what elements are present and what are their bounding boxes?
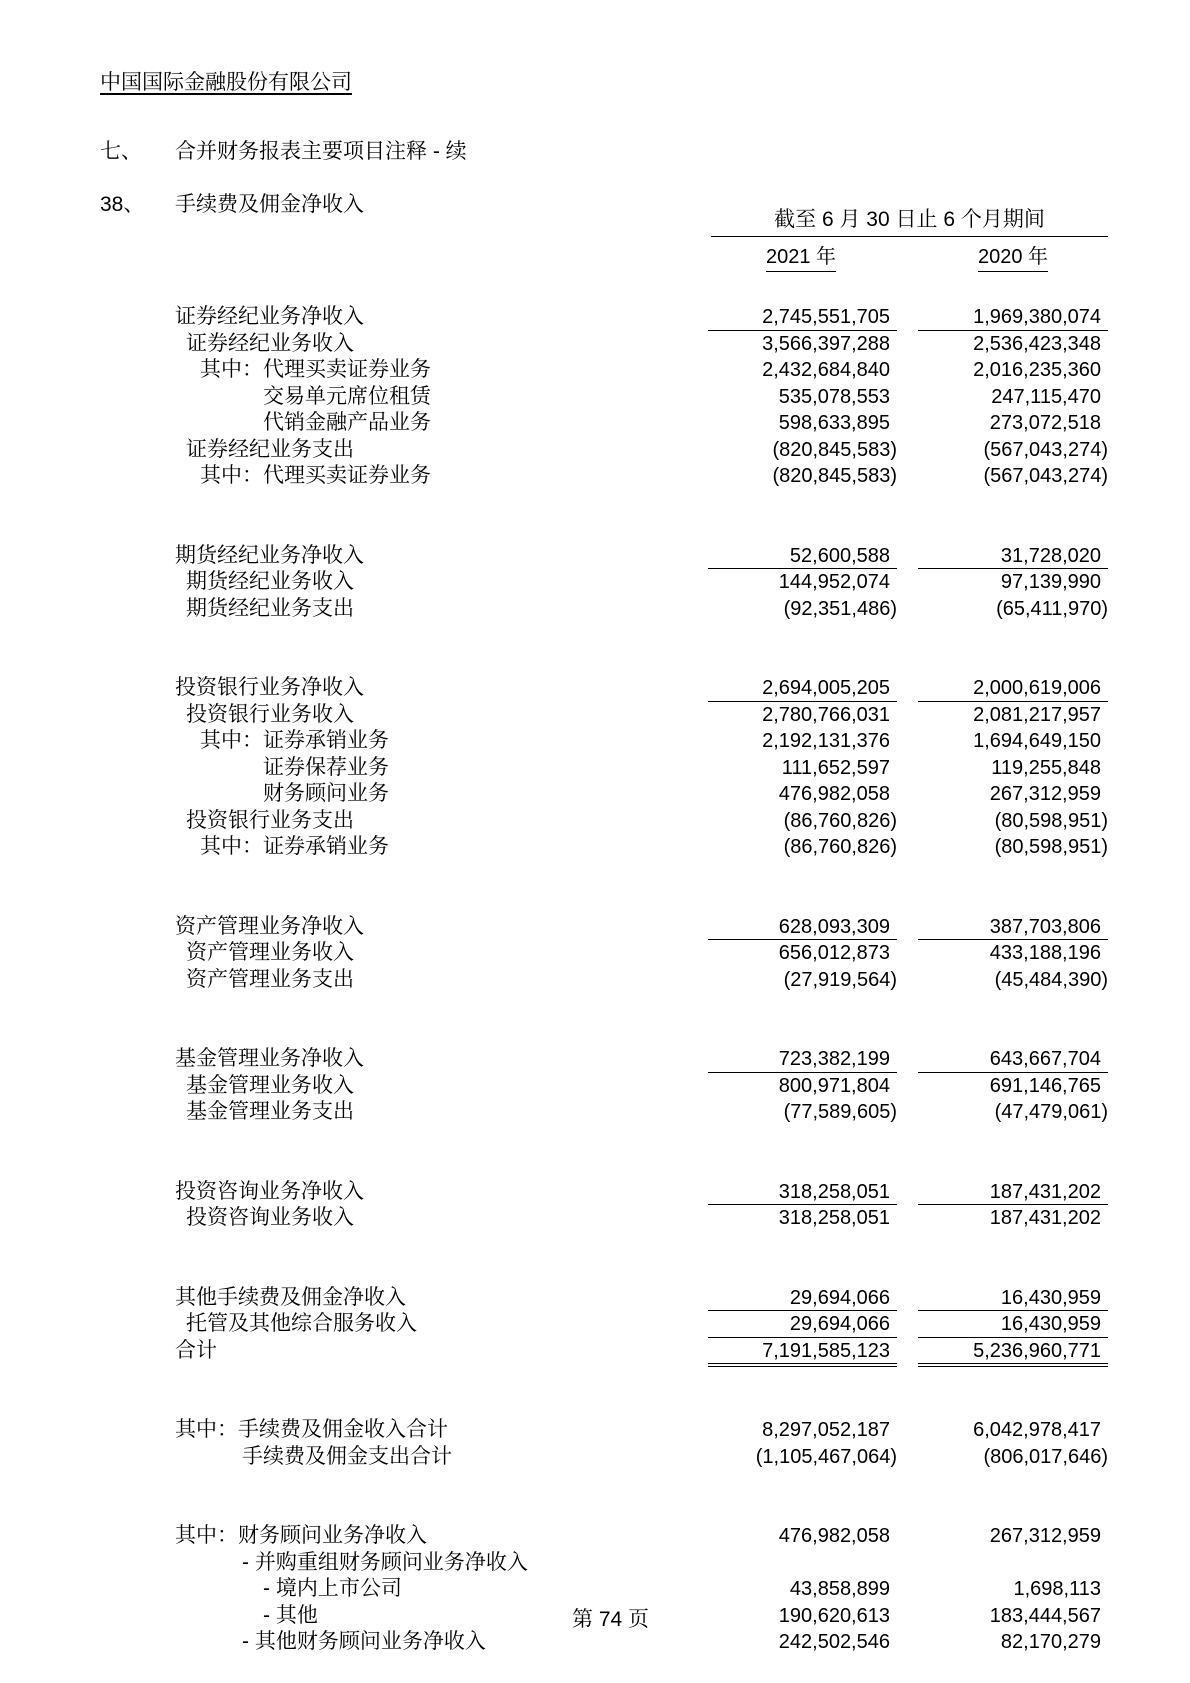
- row-label: 期货经纪业务支出: [186, 596, 354, 620]
- row-value-2021: (1,105,467,064): [755, 1445, 897, 1468]
- table-row: [175, 781, 1108, 808]
- row-value-2021: 598,633,895: [778, 412, 890, 434]
- company-name: 中国国际金融股份有限公司: [100, 71, 352, 94]
- row-value-2020: 119,255,848: [991, 756, 1101, 779]
- row-label: 资产管理业务净收入: [175, 914, 364, 938]
- table-row: [175, 384, 1108, 411]
- row-label: 交易单元席位租赁: [263, 384, 431, 408]
- row-label: 投资银行业务收入: [186, 702, 354, 726]
- row-value-2021: 476,982,058: [778, 783, 890, 805]
- row-value-2020: 273,072,518: [989, 412, 1101, 434]
- table-row: [175, 808, 1108, 835]
- table-row: [175, 728, 1108, 755]
- table-spacer: [175, 861, 1108, 914]
- row-label: 财务顾问业务: [263, 782, 389, 805]
- note-number: 38、: [100, 193, 145, 216]
- table-spacer: [175, 1470, 1108, 1523]
- row-value-2021: 2,192,131,376: [762, 730, 890, 752]
- row-value-2020: (567,043,274): [983, 438, 1108, 461]
- row-value-2021: [708, 1550, 897, 1577]
- table-row: [175, 1099, 1108, 1126]
- row-label: - 境内上市公司: [263, 1577, 402, 1600]
- row-value-2020: 16,430,959: [918, 1311, 1108, 1338]
- row-label: 基金管理业务净收入: [175, 1047, 364, 1070]
- row-value-2021: 8,297,052,187: [762, 1419, 890, 1441]
- row-value-2021: 318,258,051: [708, 1179, 897, 1206]
- table-row: [175, 755, 1108, 782]
- table-row: [175, 702, 1108, 729]
- table-row: [175, 331, 1108, 358]
- row-label: 合计: [175, 1338, 217, 1362]
- row-value-2020: 433,188,196: [989, 942, 1101, 964]
- row-value-2020: 187,431,202: [918, 1179, 1108, 1206]
- row-value-2020: 387,703,806: [918, 914, 1108, 941]
- row-label: 投资银行业务净收入: [175, 676, 364, 699]
- row-value-2020: 31,728,020: [918, 543, 1108, 570]
- row-value-2021: 190,620,613: [778, 1604, 890, 1627]
- table-row: [175, 1205, 1108, 1232]
- table-row: [175, 1285, 1108, 1312]
- table-row: [175, 1444, 1108, 1471]
- row-value-2021: 144,952,074: [778, 571, 890, 593]
- row-label: - 其他财务顾问业务净收入: [242, 1630, 486, 1653]
- column-header-2020: 2020 年: [978, 244, 1048, 272]
- row-label: 其中：财务顾问业务净收入: [175, 1524, 427, 1547]
- row-label: 证券经纪业务支出: [186, 437, 354, 461]
- row-label: 托管及其他综合服务收入: [186, 1312, 417, 1335]
- table-row: [175, 1311, 1108, 1338]
- table-row: [175, 437, 1108, 464]
- row-value-2020: 1,698,113: [1013, 1578, 1101, 1600]
- table-row: [175, 1338, 1108, 1365]
- row-value-2020: 267,312,959: [989, 783, 1101, 805]
- row-label: 代销金融产品业务: [263, 411, 431, 434]
- row-label: 其中：手续费及佣金收入合计: [175, 1418, 448, 1441]
- period-header: 截至 6 月 30 日止 6 个月期间: [711, 207, 1108, 237]
- row-value-2021: 111,652,597: [781, 756, 890, 779]
- table-spacer: [175, 1364, 1108, 1417]
- table-spacer: [175, 1232, 1108, 1285]
- row-value-2021: 656,012,873: [778, 942, 890, 964]
- table-row: [175, 543, 1108, 570]
- row-value-2021: 476,982,058: [778, 1525, 890, 1547]
- row-value-2021: 723,382,199: [708, 1046, 897, 1073]
- table-row: [175, 1073, 1108, 1100]
- row-value-2021: 2,432,684,840: [762, 359, 890, 381]
- row-value-2020: [918, 1550, 1108, 1577]
- table-row: [175, 834, 1108, 861]
- table-spacer: [175, 622, 1108, 675]
- row-value-2020: 16,430,959: [918, 1285, 1108, 1312]
- row-value-2021: 242,502,546: [778, 1631, 890, 1653]
- row-value-2021: 43,858,899: [789, 1578, 890, 1600]
- table-spacer: [175, 993, 1108, 1046]
- row-value-2021: (77,589,605): [783, 1101, 897, 1123]
- row-label: 其中：证券承销业务: [200, 729, 389, 752]
- row-value-2020: 1,969,380,074: [918, 304, 1108, 331]
- row-label: 其中：代理买卖证券业务: [200, 464, 431, 487]
- row-label: 资产管理业务支出: [186, 967, 354, 991]
- row-value-2020: 183,444,567: [989, 1604, 1101, 1627]
- row-value-2021: 2,745,551,705: [708, 304, 897, 331]
- table-row: [175, 596, 1108, 623]
- row-value-2020: 247,115,470: [991, 385, 1101, 408]
- row-label: 其他手续费及佣金净收入: [175, 1285, 406, 1309]
- table-row: [175, 304, 1108, 331]
- row-value-2020: (45,484,390): [994, 968, 1108, 991]
- row-label: 投资咨询业务净收入: [175, 1179, 364, 1203]
- row-value-2020: 2,536,423,348: [973, 332, 1101, 355]
- row-value-2020: 2,016,235,360: [973, 359, 1101, 381]
- row-value-2021: 52,600,588: [708, 543, 897, 570]
- row-value-2020: 97,139,990: [1000, 571, 1101, 593]
- row-label: 其中：代理买卖证券业务: [200, 358, 431, 381]
- row-value-2020: 6,042,978,417: [973, 1419, 1101, 1441]
- row-value-2020: (806,017,646): [983, 1445, 1108, 1468]
- table-row: [175, 569, 1108, 596]
- row-value-2021: (820,845,583): [772, 465, 897, 487]
- table-row: [175, 940, 1108, 967]
- note-title: 手续费及佣金净收入: [175, 193, 364, 216]
- table-row: [175, 1523, 1108, 1550]
- row-value-2020: (65,411,970): [996, 597, 1108, 620]
- section-title: 合并财务报表主要项目注释 - 续: [175, 140, 467, 163]
- row-label: 其中：证券承销业务: [200, 835, 389, 858]
- row-value-2020: 82,170,279: [1000, 1631, 1101, 1653]
- row-label: 期货经纪业务收入: [186, 570, 354, 593]
- table-spacer: [175, 490, 1108, 543]
- table-spacer: [175, 1126, 1108, 1179]
- row-label: - 并购重组财务顾问业务净收入: [242, 1550, 528, 1574]
- row-value-2020: (47,479,061): [994, 1101, 1108, 1123]
- row-label: 投资咨询业务收入: [186, 1206, 354, 1229]
- row-value-2021: 535,078,553: [778, 385, 890, 408]
- row-value-2021: 318,258,051: [778, 1207, 890, 1229]
- table-row: [175, 410, 1108, 437]
- row-value-2020: 2,000,619,006: [918, 675, 1108, 702]
- row-label: 基金管理业务支出: [186, 1100, 354, 1123]
- row-label: - 其他: [263, 1603, 318, 1627]
- table-rows: [175, 304, 1108, 1656]
- row-value-2021: 2,780,766,031: [762, 703, 890, 726]
- section-number: 七、: [100, 140, 142, 163]
- table-row: [175, 1179, 1108, 1206]
- row-value-2020: 691,146,765: [989, 1074, 1101, 1097]
- row-label: 手续费及佣金支出合计: [242, 1444, 452, 1468]
- row-value-2021: 2,694,005,205: [708, 675, 897, 702]
- table-row: [175, 463, 1108, 490]
- row-value-2020: (80,598,951): [994, 836, 1108, 858]
- page-number: 第 74 页: [572, 1608, 650, 1631]
- table-row: [175, 1046, 1108, 1073]
- row-value-2020: 187,431,202: [989, 1207, 1101, 1229]
- row-value-2021: 628,093,309: [708, 914, 897, 941]
- table-row: [175, 914, 1108, 941]
- row-value-2020: (80,598,951): [994, 809, 1108, 832]
- row-value-2020: 267,312,959: [989, 1525, 1101, 1547]
- row-label: 资产管理业务收入: [186, 941, 354, 964]
- fee-commission-table: [175, 207, 1108, 1656]
- row-value-2020: 5,236,960,771: [918, 1338, 1108, 1365]
- row-value-2021: (27,919,564): [783, 968, 897, 991]
- table-row: [175, 1576, 1108, 1603]
- row-value-2020: 2,081,217,957: [973, 703, 1101, 726]
- row-label: 投资银行业务支出: [186, 808, 354, 832]
- table-row: [175, 1417, 1108, 1444]
- row-value-2021: 800,971,804: [778, 1074, 890, 1097]
- row-label: 证券经纪业务净收入: [175, 305, 364, 328]
- row-value-2021: 3,566,397,288: [762, 332, 890, 355]
- row-value-2021: 29,694,066: [708, 1285, 897, 1312]
- row-value-2021: (92,351,486): [783, 597, 897, 620]
- column-header-2021: 2021 年: [766, 244, 836, 272]
- row-value-2021: (86,760,826): [783, 809, 897, 832]
- column-header-row: [175, 244, 1108, 271]
- row-value-2021: 7,191,585,123: [708, 1338, 897, 1365]
- row-value-2021: (820,845,583): [772, 438, 897, 461]
- table-row: [175, 357, 1108, 384]
- row-value-2020: 643,667,704: [918, 1046, 1108, 1073]
- row-label: 期货经纪业务净收入: [175, 543, 364, 567]
- row-value-2020: (567,043,274): [983, 465, 1108, 487]
- row-value-2020: 1,694,649,150: [973, 730, 1101, 752]
- row-value-2021: 29,694,066: [708, 1311, 897, 1338]
- row-label: 证券经纪业务收入: [186, 331, 354, 355]
- row-value-2021: (86,760,826): [783, 836, 897, 858]
- row-label: 基金管理业务收入: [186, 1073, 354, 1097]
- row-label: 证券保荐业务: [263, 755, 389, 779]
- table-row: [175, 1550, 1108, 1577]
- table-row: [175, 967, 1108, 994]
- table-row: [175, 675, 1108, 702]
